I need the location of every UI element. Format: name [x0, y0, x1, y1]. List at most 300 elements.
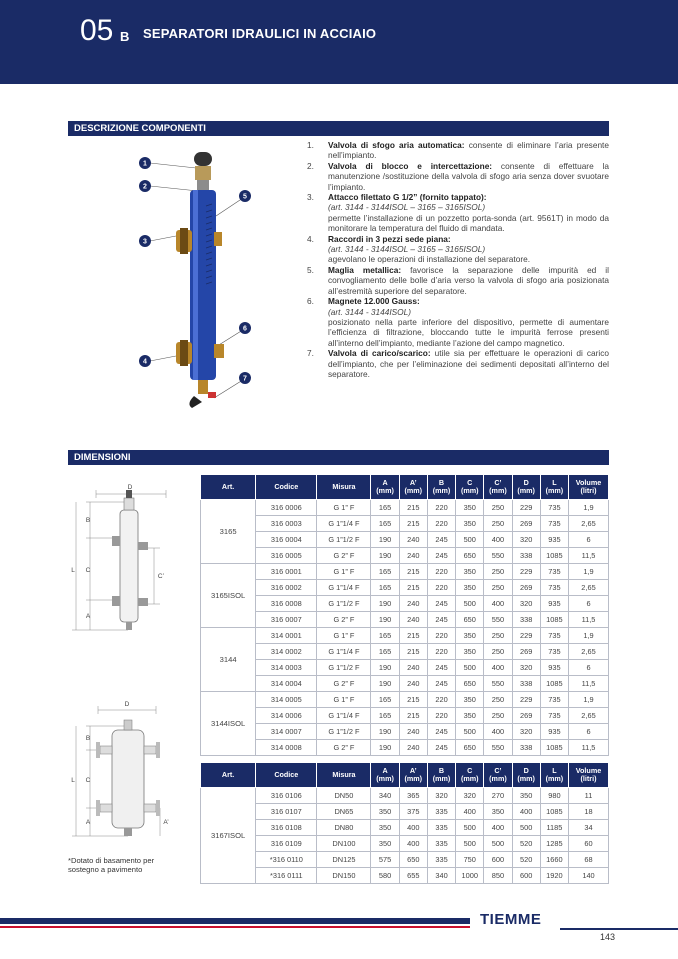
table-cell: G 1” F: [317, 692, 371, 708]
table-cell: G 1”1/4 F: [317, 644, 371, 660]
table-row: [201, 532, 609, 548]
callout-5: 5: [243, 193, 247, 201]
table-cell: 350: [456, 644, 484, 660]
table-cell: DN50: [317, 788, 371, 804]
component-articles: (art. 3144 - 3144ISOL – 3165 – 3165ISOL): [328, 244, 486, 255]
table-cell: 500: [456, 532, 484, 548]
table-cell: DN80: [317, 820, 371, 836]
table-cell: G 1” F: [317, 500, 371, 516]
table-cell: 190: [371, 596, 399, 612]
table-cell: 11: [569, 788, 609, 804]
table-cell: 850: [484, 868, 512, 884]
article-cell: 3167ISOL: [201, 788, 256, 884]
table-cell: 245: [427, 532, 455, 548]
table-cell: 935: [540, 660, 568, 676]
table-cell: 365: [399, 788, 427, 804]
table-header-row: [201, 763, 609, 788]
table-cell: 240: [399, 612, 427, 628]
dimension-drawing-flanged: [68, 700, 200, 840]
column-header: Misura: [317, 475, 371, 500]
component-description: agevolano le operazioni di installazione del separatore.: [328, 254, 531, 265]
table-cell: 650: [456, 612, 484, 628]
column-header: D (mm): [512, 475, 540, 500]
page-number: 143: [600, 932, 616, 942]
brand-logo: TIEMME: [480, 911, 542, 928]
table-cell: 340: [371, 788, 399, 804]
table-cell: G 2” F: [317, 548, 371, 564]
table-cell: 340: [427, 868, 455, 884]
table-cell: 1,9: [569, 692, 609, 708]
table-cell: 229: [512, 692, 540, 708]
table-row: [201, 660, 609, 676]
table-cell: 1,9: [569, 628, 609, 644]
table-cell: G 1”1/4 F: [317, 516, 371, 532]
table-cell: 400: [484, 532, 512, 548]
table-cell: 500: [456, 724, 484, 740]
table-cell: 350: [456, 628, 484, 644]
table-row: [201, 820, 609, 836]
component-description: posizionato nella parte inferiore del dispositivo, permette di aumentare l’efficienza di filtrazione, bloccando tutte le impurità ferrose presenti all’interno dell’impianto, mediante l’azione del campo magnetico.: [328, 316, 609, 348]
footnote-line-1: *Dotato di basamento per: [68, 856, 155, 865]
table-cell: 735: [540, 708, 568, 724]
table-cell: 165: [371, 692, 399, 708]
table-cell: 335: [427, 852, 455, 868]
table-cell: 215: [399, 500, 427, 516]
table-cell: 500: [456, 820, 484, 836]
component-item: [307, 234, 609, 265]
table-cell: 316 0006: [256, 500, 317, 516]
table-cell: 935: [540, 724, 568, 740]
column-header: A (mm): [371, 475, 399, 500]
table-cell: 245: [427, 548, 455, 564]
table-cell: 1085: [540, 804, 568, 820]
table-cell: G 1”1/2 F: [317, 596, 371, 612]
table-cell: 316 0004: [256, 532, 317, 548]
table-cell: DN150: [317, 868, 371, 884]
column-header: D (mm): [512, 763, 540, 788]
table-cell: 500: [512, 820, 540, 836]
table-cell: 245: [427, 612, 455, 628]
table-cell: 320: [512, 596, 540, 612]
table-cell: 316 0108: [256, 820, 317, 836]
table-cell: 500: [456, 660, 484, 676]
component-item: [307, 348, 609, 379]
table-cell: 335: [427, 804, 455, 820]
table-cell: 11,5: [569, 612, 609, 628]
table-cell: 338: [512, 676, 540, 692]
table-cell: 400: [399, 820, 427, 836]
table-cell: 2,65: [569, 516, 609, 532]
table-cell: 320: [512, 532, 540, 548]
table-cell: 316 0002: [256, 580, 317, 596]
table-cell: 500: [456, 596, 484, 612]
dim-label-l: L: [71, 567, 75, 574]
table-cell: G 1” F: [317, 628, 371, 644]
component-description: favorisce la separazione delle impurità ed il convogliamento delle bolle d’aria verso la valvola di sfogo aria posizionata all’estremità superiore del separatore.: [328, 264, 609, 296]
brand-underline: [560, 928, 678, 930]
table-cell: 350: [456, 500, 484, 516]
table-cell: 250: [484, 516, 512, 532]
table-cell: 650: [456, 740, 484, 756]
table-cell: 1185: [540, 820, 568, 836]
component-description: consente di eliminare l’aria presente nell’impianto.: [328, 140, 609, 161]
column-header: C’ (mm): [484, 475, 512, 500]
table-cell: 190: [371, 548, 399, 564]
table-cell: 190: [371, 660, 399, 676]
table-cell: 165: [371, 516, 399, 532]
dim-label-l: L: [71, 777, 75, 784]
table-cell: 250: [484, 708, 512, 724]
table-cell: 550: [484, 548, 512, 564]
table-cell: 350: [484, 804, 512, 820]
table-cell: 215: [399, 708, 427, 724]
column-header: C’ (mm): [484, 763, 512, 788]
column-header: B (mm): [427, 763, 455, 788]
table-cell: 580: [371, 868, 399, 884]
table-cell: 240: [399, 660, 427, 676]
table-cell: 338: [512, 740, 540, 756]
table-cell: 1,9: [569, 500, 609, 516]
callout-2: 2: [143, 183, 147, 191]
table-cell: DN65: [317, 804, 371, 820]
table-row: [201, 612, 609, 628]
table-cell: 269: [512, 708, 540, 724]
table-cell: 1085: [540, 740, 568, 756]
table-cell: 215: [399, 628, 427, 644]
table-cell: 350: [371, 836, 399, 852]
table-cell: 350: [371, 804, 399, 820]
table-cell: *316 0111: [256, 868, 317, 884]
table-cell: 215: [399, 692, 427, 708]
table-cell: 600: [512, 868, 540, 884]
table-row: [201, 580, 609, 596]
table-cell: 320: [512, 660, 540, 676]
table-cell: 735: [540, 500, 568, 516]
table-row: [201, 740, 609, 756]
table-cell: 34: [569, 820, 609, 836]
table-cell: 314 0003: [256, 660, 317, 676]
component-name: Valvola di sfogo aria automatica:: [328, 140, 465, 150]
table-cell: 735: [540, 580, 568, 596]
table-cell: 2,65: [569, 580, 609, 596]
component-item: [307, 265, 609, 296]
components-list: [307, 140, 609, 379]
table-row: [201, 708, 609, 724]
table-cell: 250: [484, 500, 512, 516]
callout-6: 6: [243, 325, 247, 333]
article-cell: 3144ISOL: [201, 692, 256, 756]
table-cell: G 2” F: [317, 740, 371, 756]
dim-label-a: A: [85, 819, 91, 826]
table-cell: 245: [427, 724, 455, 740]
component-articles: (art. 3144 - 3144ISOL): [328, 306, 412, 317]
table-cell: 338: [512, 548, 540, 564]
column-header: Volume (litri): [569, 475, 609, 500]
column-header: B (mm): [427, 475, 455, 500]
table-row: [201, 788, 609, 804]
table-cell: 980: [540, 788, 568, 804]
table-cell: 735: [540, 628, 568, 644]
component-number: 4.: [307, 233, 314, 244]
column-header: Art.: [201, 763, 256, 788]
component-item: [307, 140, 609, 161]
table-cell: 350: [512, 788, 540, 804]
table-cell: 400: [399, 836, 427, 852]
footnote: [68, 856, 154, 874]
table-cell: 165: [371, 564, 399, 580]
table-cell: 316 0003: [256, 516, 317, 532]
table-cell: 245: [427, 740, 455, 756]
table-cell: 314 0001: [256, 628, 317, 644]
table-cell: 1085: [540, 612, 568, 628]
table-cell: 735: [540, 644, 568, 660]
table-cell: 1920: [540, 868, 568, 884]
component-item: [307, 192, 609, 234]
table-cell: 250: [484, 564, 512, 580]
table-cell: 935: [540, 532, 568, 548]
component-description: permette l’installazione di un pozzetto porta-sonda (art. 9561T) in modo da monitorare la temperatura del fluido di mandata.: [328, 212, 609, 234]
article-cell: 3165ISOL: [201, 564, 256, 628]
component-text: [328, 348, 609, 379]
table-cell: 165: [371, 708, 399, 724]
column-header: L (mm): [540, 475, 568, 500]
table-cell: 215: [399, 516, 427, 532]
table-cell: 240: [399, 548, 427, 564]
component-name: Magnete 12.000 Gauss:: [328, 296, 420, 307]
table-cell: 1085: [540, 548, 568, 564]
table-row: [201, 564, 609, 580]
table-cell: G 1”1/4 F: [317, 580, 371, 596]
table-cell: 350: [371, 820, 399, 836]
dim-label-d: D: [124, 701, 130, 708]
table-cell: DN125: [317, 852, 371, 868]
table-row: [201, 596, 609, 612]
table-cell: 269: [512, 644, 540, 660]
table-cell: 316 0001: [256, 564, 317, 580]
table-cell: 550: [484, 612, 512, 628]
table-cell: 245: [427, 596, 455, 612]
table-cell: 245: [427, 660, 455, 676]
callout-3: 3: [143, 238, 147, 246]
table-header-row: [201, 475, 609, 500]
table-cell: G 2” F: [317, 676, 371, 692]
table-cell: 655: [399, 868, 427, 884]
table-cell: 550: [484, 740, 512, 756]
table-cell: 316 0106: [256, 788, 317, 804]
table-cell: 400: [456, 804, 484, 820]
table-cell: 220: [427, 564, 455, 580]
table-cell: 600: [484, 852, 512, 868]
footer-rule: [0, 918, 470, 924]
table-cell: 400: [484, 724, 512, 740]
table-cell: G 1”1/2 F: [317, 724, 371, 740]
column-header: Codice: [256, 763, 317, 788]
table-cell: 400: [484, 660, 512, 676]
table-cell: 220: [427, 500, 455, 516]
table-cell: 338: [512, 612, 540, 628]
table-cell: 1,9: [569, 564, 609, 580]
column-header: Misura: [317, 763, 371, 788]
table-cell: 1285: [540, 836, 568, 852]
table-cell: DN100: [317, 836, 371, 852]
table-cell: 6: [569, 660, 609, 676]
table-cell: 350: [456, 580, 484, 596]
table-row: [201, 804, 609, 820]
column-header: A (mm): [371, 763, 399, 788]
table-row: [201, 852, 609, 868]
dim-label-c: C: [85, 567, 91, 574]
table-cell: 270: [484, 788, 512, 804]
dimensions-table-flanged: [200, 762, 609, 884]
table-cell: 520: [512, 852, 540, 868]
table-cell: 1660: [540, 852, 568, 868]
dim-label-d: D: [127, 484, 133, 491]
table-cell: 240: [399, 532, 427, 548]
chapter-number: 05: [80, 14, 114, 47]
column-header: Art.: [201, 475, 256, 500]
table-cell: 220: [427, 580, 455, 596]
table-cell: 240: [399, 676, 427, 692]
dim-label-c-prime: C’: [157, 573, 165, 580]
table-cell: 2,65: [569, 708, 609, 724]
component-number: 1.: [307, 140, 314, 150]
table-cell: 220: [427, 692, 455, 708]
table-cell: 220: [427, 708, 455, 724]
table-cell: 335: [427, 836, 455, 852]
table-cell: 250: [484, 580, 512, 596]
component-item: [307, 296, 609, 348]
article-cell: 3165: [201, 500, 256, 564]
table-cell: 500: [484, 836, 512, 852]
column-header: L (mm): [540, 763, 568, 788]
table-row: [201, 500, 609, 516]
table-cell: 269: [512, 516, 540, 532]
column-header: Volume (litri): [569, 763, 609, 788]
table-cell: 350: [456, 516, 484, 532]
table-cell: 165: [371, 644, 399, 660]
table-cell: 190: [371, 740, 399, 756]
table-cell: 229: [512, 564, 540, 580]
table-cell: 6: [569, 532, 609, 548]
table-cell: 400: [484, 596, 512, 612]
table-cell: 314 0007: [256, 724, 317, 740]
table-cell: G 1”1/4 F: [317, 708, 371, 724]
table-cell: 215: [399, 564, 427, 580]
article-cell: 3144: [201, 628, 256, 692]
footer-rule-accent: [0, 926, 470, 928]
table-cell: 375: [399, 804, 427, 820]
component-text: [328, 192, 609, 234]
callout-4: 4: [143, 358, 147, 366]
column-header: A’ (mm): [399, 763, 427, 788]
table-cell: 750: [456, 852, 484, 868]
table-cell: 314 0008: [256, 740, 317, 756]
dim-label-a-prime: A’: [163, 819, 169, 826]
table-cell: 220: [427, 644, 455, 660]
table-cell: 190: [371, 724, 399, 740]
column-header: C (mm): [456, 475, 484, 500]
table-row: [201, 836, 609, 852]
table-row: [201, 692, 609, 708]
table-row: [201, 548, 609, 564]
component-number: 6.: [307, 296, 314, 307]
table-cell: 11,5: [569, 676, 609, 692]
table-row: [201, 628, 609, 644]
table-cell: 650: [456, 548, 484, 564]
component-name: Attacco filettato G 1/2” (fornito tappato):: [328, 192, 487, 203]
table-cell: 350: [456, 564, 484, 580]
component-text: [328, 265, 609, 296]
table-cell: 190: [371, 532, 399, 548]
table-cell: 320: [427, 788, 455, 804]
table-cell: 400: [512, 804, 540, 820]
table-cell: 650: [399, 852, 427, 868]
table-cell: 314 0002: [256, 644, 317, 660]
table-cell: 215: [399, 580, 427, 596]
table-cell: 350: [456, 692, 484, 708]
section-divider: [68, 135, 609, 136]
component-articles: (art. 3144 - 3144ISOL – 3165 – 3165ISOL): [328, 202, 486, 213]
section-divider: [68, 464, 609, 465]
table-cell: 250: [484, 628, 512, 644]
table-cell: 316 0107: [256, 804, 317, 820]
dim-label-a: A: [85, 613, 91, 620]
table-cell: 220: [427, 516, 455, 532]
table-cell: 165: [371, 628, 399, 644]
page-header: [0, 0, 678, 84]
table-cell: 140: [569, 868, 609, 884]
table-cell: 68: [569, 852, 609, 868]
table-cell: 320: [456, 788, 484, 804]
dim-label-b: B: [85, 517, 91, 524]
dimensions-table-threaded: [200, 474, 609, 756]
table-cell: 165: [371, 500, 399, 516]
table-cell: 500: [456, 836, 484, 852]
table-cell: 60: [569, 836, 609, 852]
component-description: utile sia per effettuare le operazioni di carico dell’impianto, che per l’eliminazione dei sedimenti depositati all’interno del separatore.: [328, 348, 609, 379]
table-cell: 316 0005: [256, 548, 317, 564]
dim-label-c: C: [85, 777, 91, 784]
table-cell: 316 0008: [256, 596, 317, 612]
callout-1: 1: [143, 160, 147, 168]
table-cell: 650: [456, 676, 484, 692]
table-cell: 190: [371, 676, 399, 692]
footnote-line-2: sostegno a pavimento: [68, 865, 143, 874]
table-cell: 6: [569, 724, 609, 740]
component-name: Maglia metallica:: [328, 264, 402, 275]
table-cell: 220: [427, 628, 455, 644]
component-number: 7.: [307, 348, 314, 359]
table-row: [201, 644, 609, 660]
table-cell: 11,5: [569, 740, 609, 756]
component-text: [328, 161, 609, 192]
component-text: [328, 296, 609, 348]
table-cell: 250: [484, 692, 512, 708]
table-cell: G 1”1/2 F: [317, 660, 371, 676]
table-cell: 250: [484, 644, 512, 660]
table-cell: 316 0109: [256, 836, 317, 852]
table-cell: 2,65: [569, 644, 609, 660]
table-cell: 240: [399, 740, 427, 756]
table-cell: 735: [540, 692, 568, 708]
table-cell: 350: [456, 708, 484, 724]
page-title: SEPARATORI IDRAULICI IN ACCIAIO: [143, 26, 377, 41]
table-cell: 240: [399, 596, 427, 612]
table-cell: 215: [399, 644, 427, 660]
callout-7: 7: [243, 375, 247, 383]
table-cell: 314 0005: [256, 692, 317, 708]
component-name: Valvola di blocco e intercettazione:: [328, 160, 493, 171]
